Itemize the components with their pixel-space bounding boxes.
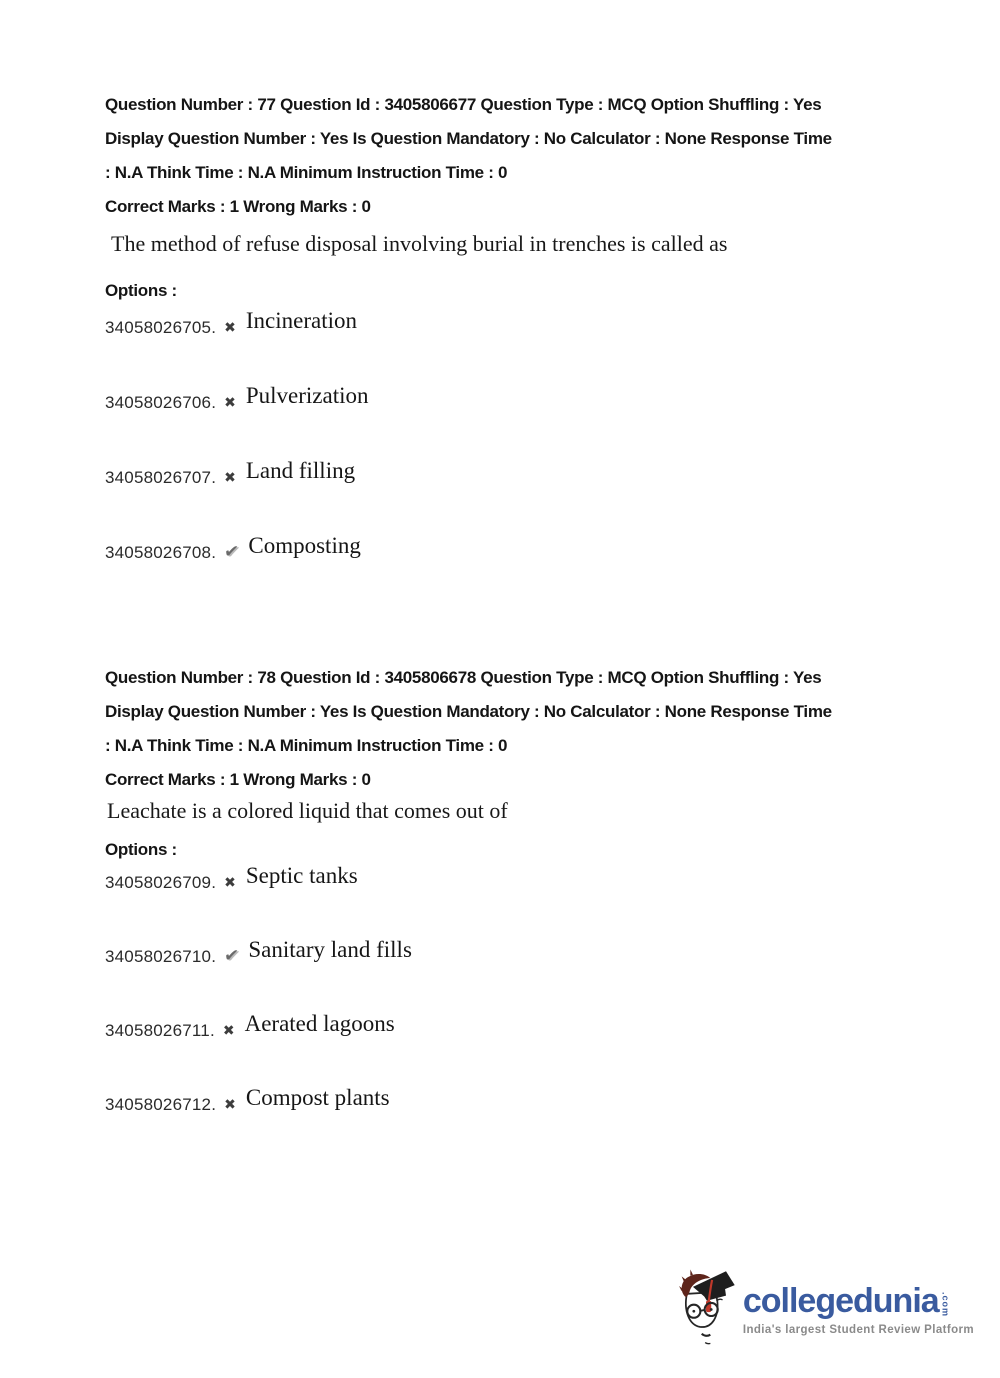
option-id: 34058026707.	[105, 468, 217, 487]
wrong-answer-icon: ✖	[224, 1096, 236, 1112]
option-row	[105, 937, 905, 968]
option-label: Incineration	[245, 308, 357, 333]
collegedunia-logo[interactable]	[675, 1266, 974, 1346]
option-id: 34058026710.	[105, 947, 217, 966]
correct-answer-icon: ✔	[223, 946, 240, 965]
brand-tagline: India's largest Student Review Platform	[742, 1324, 974, 1336]
option-id: 34058026705.	[105, 318, 217, 337]
option-row	[105, 863, 905, 894]
option-row	[105, 1011, 905, 1042]
option-id: 34058026709.	[105, 873, 217, 892]
question-meta-line-1: Question Number : 77 Question Id : 3405806677 Question Type : MCQ Option Shuffling : Yes	[105, 95, 822, 114]
option-label: Compost plants	[245, 1085, 390, 1110]
collegedunia-mascot-icon	[675, 1266, 737, 1346]
option-id: 34058026711.	[105, 1021, 215, 1040]
wrong-answer-icon: ✖	[224, 469, 236, 485]
marks-line: Correct Marks : 1 Wrong Marks : 0	[105, 197, 371, 216]
options-heading: Options :	[105, 840, 177, 859]
option-id: 34058026708.	[105, 543, 217, 562]
question-block-77	[105, 88, 905, 564]
wrong-answer-icon: ✖	[222, 1022, 235, 1038]
option-label: Pulverization	[245, 383, 369, 408]
brand-text	[743, 1266, 974, 1336]
option-row	[105, 383, 905, 414]
option-label: Septic tanks	[245, 863, 358, 888]
options-list	[105, 308, 905, 564]
question-meta-line-3: : N.A Think Time : N.A Minimum Instruction Time : 0	[105, 163, 508, 182]
option-id: 34058026706.	[105, 393, 217, 412]
question-block-78	[105, 661, 905, 1116]
option-row	[105, 1085, 905, 1116]
marks-line: Correct Marks : 1 Wrong Marks : 0	[105, 770, 371, 789]
option-label: Land filling	[245, 458, 356, 483]
option-label: Aerated lagoons	[244, 1011, 395, 1036]
wrong-answer-icon: ✖	[224, 394, 236, 410]
option-row	[105, 533, 905, 564]
brand-wordmark: collegedunia	[742, 1282, 939, 1320]
option-row	[105, 308, 905, 339]
option-label: Composting	[248, 533, 361, 558]
question-meta-line-1: Question Number : 78 Question Id : 3405806678 Question Type : MCQ Option Shuffling : Yes	[105, 668, 822, 687]
option-label: Sanitary land fills	[248, 937, 412, 962]
brand-suffix: .com	[940, 1292, 951, 1318]
question-meta-line-3: : N.A Think Time : N.A Minimum Instruction Time : 0	[105, 736, 508, 755]
question-meta-line-2: Display Question Number : Yes Is Question Mandatory : No Calculator : None Response Time	[105, 129, 832, 148]
wrong-answer-icon: ✖	[224, 319, 236, 335]
correct-answer-icon: ✔	[223, 542, 240, 561]
options-list	[105, 863, 905, 1116]
question-text: Leachate is a colored liquid that comes out of	[107, 798, 508, 823]
option-id: 34058026712.	[105, 1095, 217, 1114]
option-row	[105, 458, 905, 489]
question-text: The method of refuse disposal involving burial in trenches is called as	[111, 231, 728, 256]
options-heading: Options :	[105, 281, 177, 300]
question-meta-line-2: Display Question Number : Yes Is Question Mandatory : No Calculator : None Response Time	[105, 702, 832, 721]
wrong-answer-icon: ✖	[224, 874, 236, 890]
